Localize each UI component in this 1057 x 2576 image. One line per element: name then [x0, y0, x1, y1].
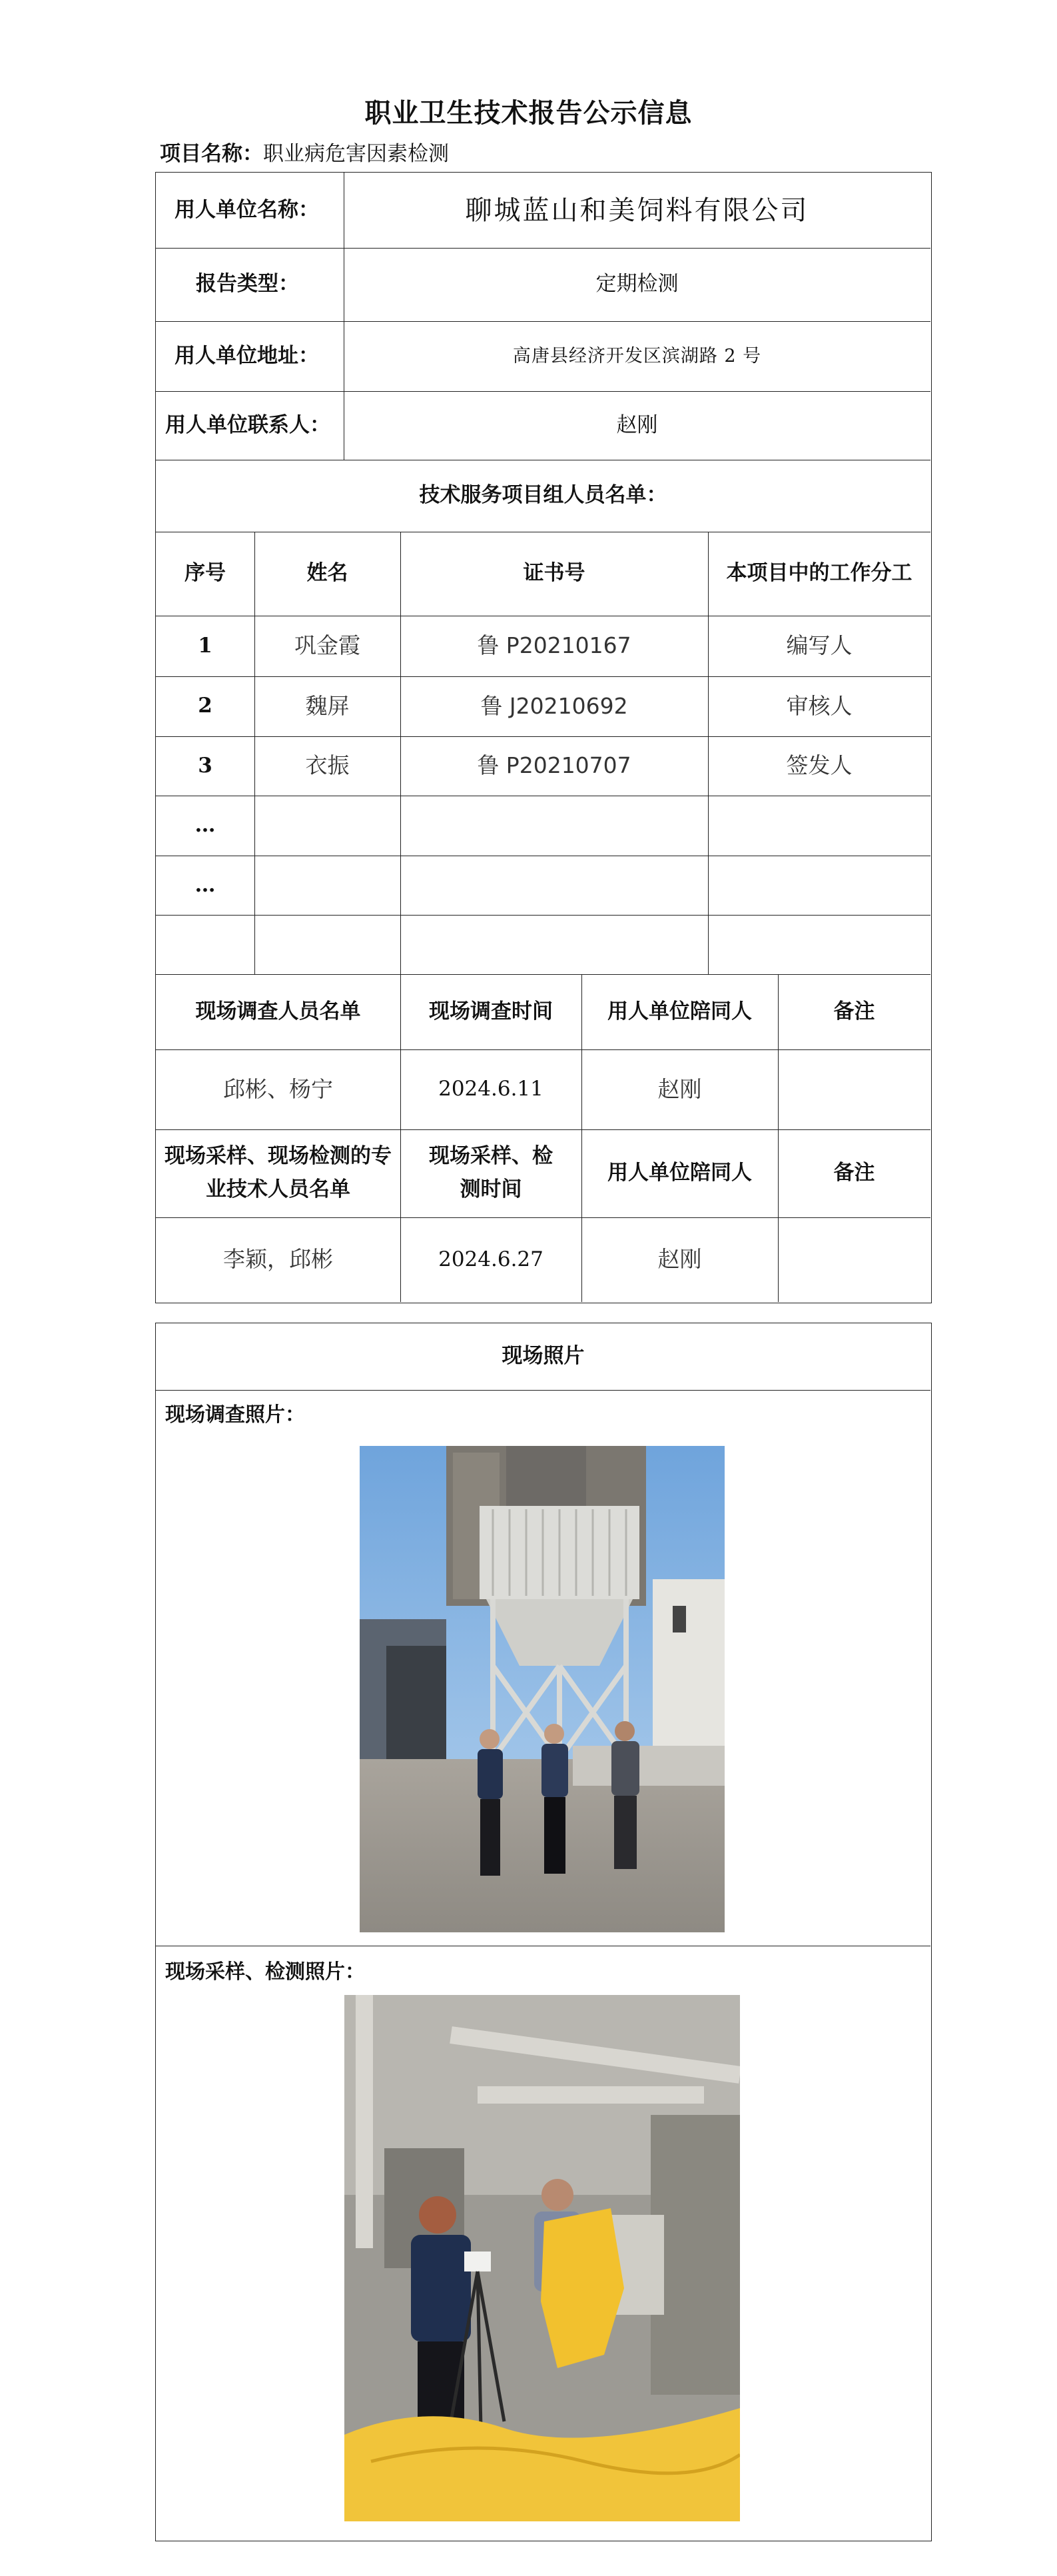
team-row-5-role — [708, 856, 930, 915]
team-row-4-role — [708, 796, 930, 856]
team-row-2-role: 审核人 — [786, 692, 853, 719]
survey-photo-label: 现场调查照片： — [165, 1403, 305, 1427]
survey-escort: 赵刚 — [657, 1075, 702, 1102]
team-row-3-name: 衣振 — [305, 752, 350, 779]
survey-col-staff: 现场调查人员名单 — [195, 999, 361, 1023]
company-name-value: 聊城蓝山和美饲料有限公司 — [465, 195, 809, 226]
survey-staff: 邱彬、杨宁 — [223, 1075, 333, 1102]
team-row-1-no: 1 — [198, 633, 212, 658]
project-label: 项目名称： — [160, 142, 263, 166]
company-name-label: 用人单位名称： — [175, 197, 319, 222]
team-row-6-cert — [400, 915, 708, 974]
team-row-5-cert — [400, 856, 708, 915]
team-heading: 技术服务项目组人员名单： — [419, 483, 667, 508]
company-address-label: 用人单位地址： — [175, 343, 319, 368]
team-row-1-role: 编写人 — [786, 632, 853, 659]
sampling-staff: 李颖，邱彬 — [223, 1246, 333, 1273]
sampling-col-staff: 现场采样、现场检测的专业技术人员名单 — [165, 1144, 392, 1201]
survey-col-time: 现场调查时间 — [429, 999, 553, 1023]
sampling-escort: 赵刚 — [657, 1246, 702, 1273]
info-table — [155, 172, 932, 1303]
sampling-col-remark: 备注 — [833, 1161, 875, 1185]
team-row-6-no — [156, 915, 254, 974]
team-row-4-no: … — [194, 813, 216, 838]
company-contact-value: 赵刚 — [616, 412, 658, 437]
col-index: 序号 — [184, 561, 226, 586]
team-row-2-no: 2 — [198, 694, 212, 718]
company-address-value: 高唐县经济开发区滨湖路 2 号 — [512, 345, 762, 366]
survey-remark — [778, 1049, 930, 1129]
survey-col-escort: 用人单位陪同人 — [607, 999, 752, 1023]
team-row-1-cert: 鲁 P20210167 — [477, 632, 631, 659]
col-role: 本项目中的工作分工 — [726, 561, 912, 586]
project-value: 职业病危害因素检测 — [263, 142, 449, 166]
team-row-6-role — [708, 915, 930, 974]
team-row-1-name: 巩金霞 — [294, 632, 360, 659]
sampling-photo — [344, 1995, 740, 2521]
col-name: 姓名 — [306, 561, 348, 586]
project-name — [160, 137, 449, 167]
team-row-4-cert — [400, 796, 708, 856]
team-row-6-name — [254, 915, 400, 974]
company-contact-label: 用人单位联系人： — [165, 412, 330, 437]
team-row-2-cert: 鲁 J20210692 — [480, 692, 628, 719]
photo-heading: 现场照片 — [502, 1344, 585, 1369]
team-row-3-role: 签发人 — [786, 752, 853, 779]
sampling-photo-label: 现场采样、检测照片： — [165, 1960, 365, 1984]
team-row-5-name — [254, 856, 400, 915]
report-type-label: 报告类型： — [196, 272, 299, 297]
page-title: 职业卫生技术报告公示信息 — [364, 97, 693, 129]
sampling-time: 2024.6.27 — [438, 1247, 543, 1271]
sampling-col-time: 现场采样、检测时间 — [429, 1144, 553, 1201]
team-row-2-name: 魏屏 — [305, 692, 350, 719]
team-row-3-no: 3 — [198, 753, 212, 778]
survey-photo — [360, 1446, 725, 1932]
sampling-col-escort: 用人单位陪同人 — [607, 1161, 752, 1185]
col-cert: 证书号 — [523, 561, 585, 586]
survey-time: 2024.6.11 — [438, 1077, 543, 1101]
team-row-5-no: … — [194, 872, 216, 897]
team-row-4-name — [254, 796, 400, 856]
survey-col-remark: 备注 — [833, 999, 875, 1023]
team-row-3-cert: 鲁 P20210707 — [477, 752, 631, 779]
sampling-remark — [778, 1217, 930, 1302]
report-type-value: 定期检测 — [595, 272, 679, 297]
